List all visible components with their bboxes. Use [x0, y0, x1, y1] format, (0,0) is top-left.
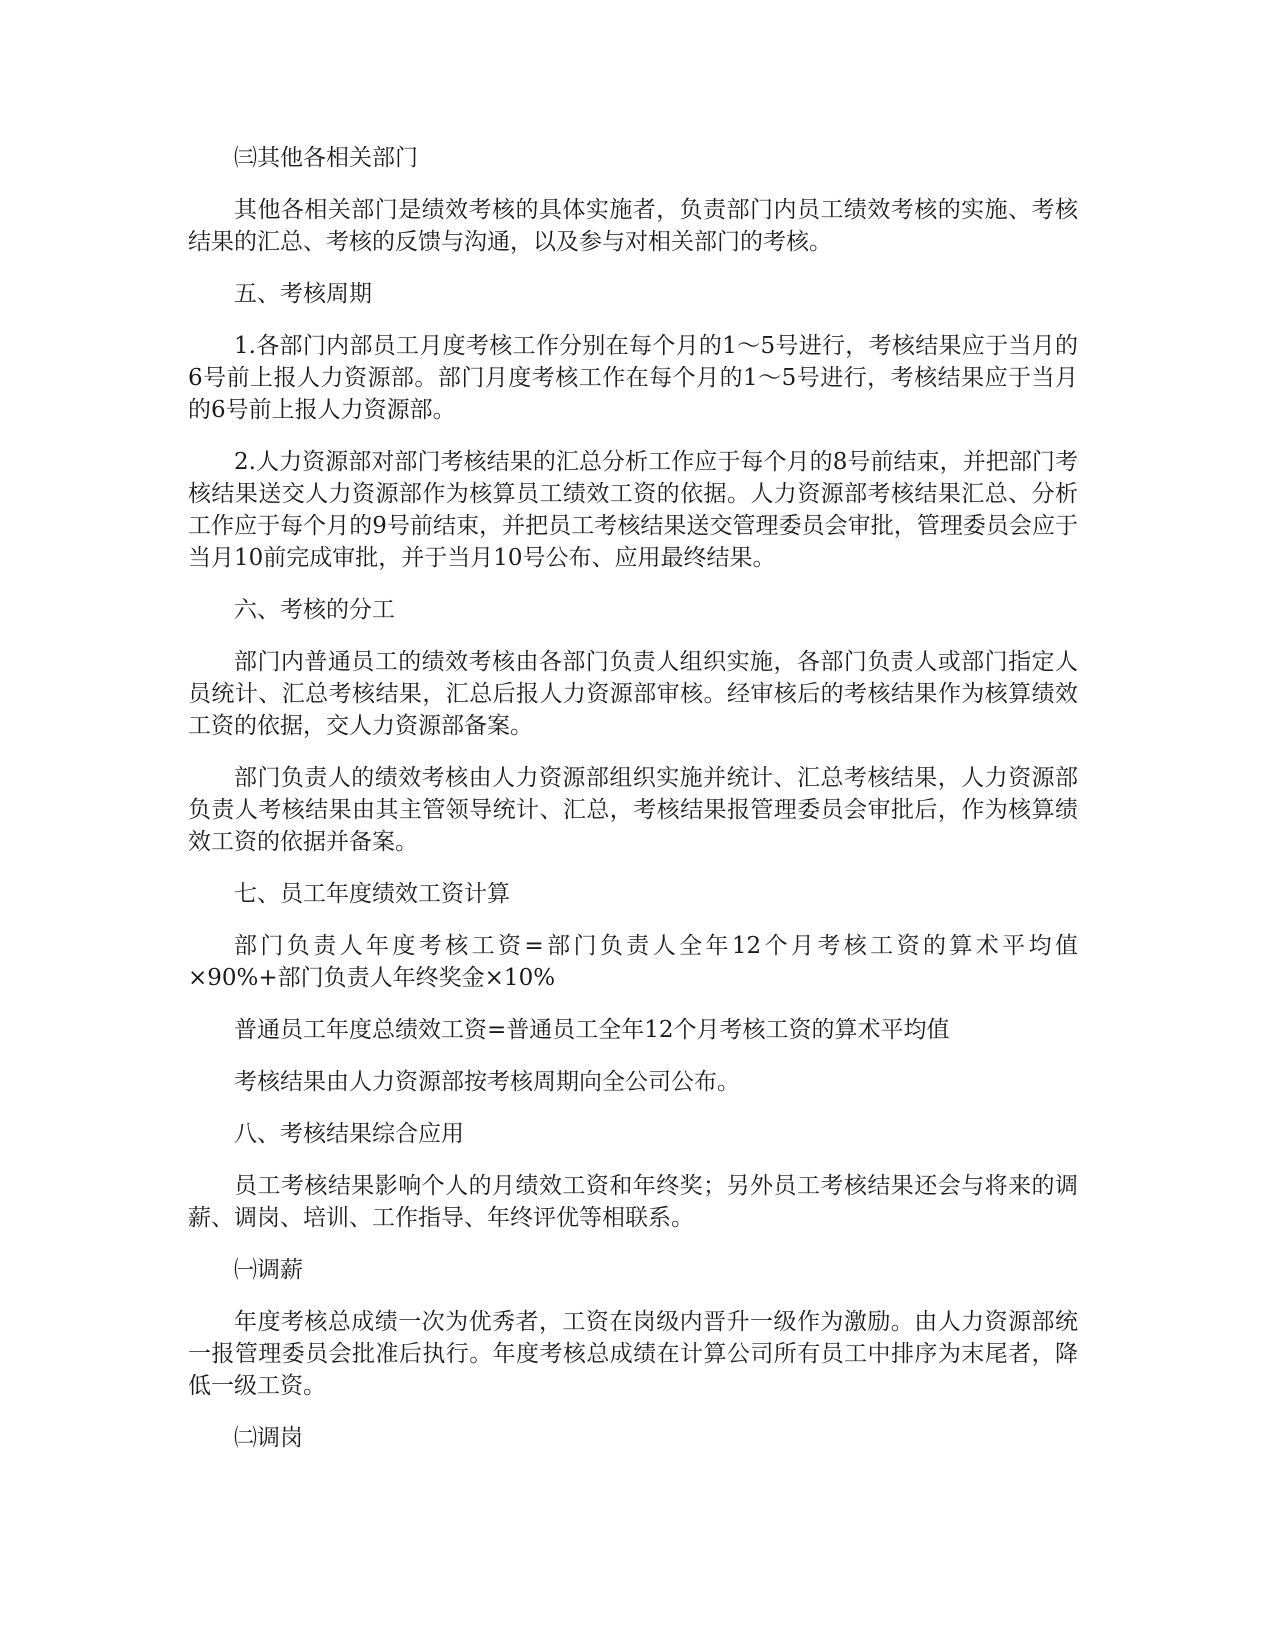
section-heading-results-application: 八、考核结果综合应用 [234, 1121, 464, 1147]
section-heading-annual-pay-calculation: 七、员工年度绩效工资计算 [234, 881, 510, 907]
paragraph-other-departments: 其他各相关部门是绩效考核的具体实施者，负责部门内员工绩效考核的实施、考核结果的汇总、考核的反馈与沟通，以及参与对相关部门的考核。 [188, 197, 1078, 255]
document-body [188, 142, 1078, 1474]
section-heading-other-departments: ㈢其他各相关部门 [234, 145, 418, 171]
section-heading-division-of-work: 六、考核的分工 [234, 597, 395, 623]
paragraph-division-heads: 部门负责人的绩效考核由人力资源部组织实施并统计、汇总考核结果，人力资源部负责人考核结果由其主管领导统计、汇总，考核结果报管理委员会审批后，作为核算绩效工资的依据并备案。 [188, 765, 1078, 855]
section-heading-assessment-cycle: 五、考核周期 [234, 281, 372, 307]
paragraph-cycle-item-1: 1.各部门内部员工月度考核工作分别在每个月的1～5号进行，考核结果应于当月的6号前上报人力资源部。部门月度考核工作在每个月的1～5号进行，考核结果应于当月的6号前上报人力资源部。 [188, 333, 1078, 423]
paragraph-cycle-item-2: 2.人力资源部对部门考核结果的汇总分析工作应于每个月的8号前结束，并把部门考核结果送交人力资源部作为核算员工绩效工资的依据。人力资源部考核结果汇总、分析工作应于每个月的9号前结束，并把员工考核结果送交管理委员会审批，管理委员会应于当月10前完成审批，并于当月10号公布、应用最终结果。 [188, 449, 1078, 571]
paragraph-division-staff: 部门内普通员工的绩效考核由各部门负责人组织实施，各部门负责人或部门指定人员统计、汇总考核结果，汇总后报人力资源部审核。经审核后的考核结果作为核算绩效工资的依据，交人力资源部备案。 [188, 649, 1078, 739]
paragraph-results-publication: 考核结果由人力资源部按考核周期向全公司公布。 [234, 1069, 740, 1095]
paragraph-results-application: 员工考核结果影响个人的月绩效工资和年终奖；另外员工考核结果还会与将来的调薪、调岗、培训、工作指导、年终评优等相联系。 [188, 1173, 1078, 1231]
paragraph-staff-annual-pay-formula: 普通员工年度总绩效工资=普通员工全年12个月考核工资的算术平均值 [234, 1017, 950, 1043]
subheading-salary-adjustment: ㈠调薪 [234, 1257, 303, 1283]
paragraph-head-annual-pay-formula: 部门负责人年度考核工资=部门负责人全年12个月考核工资的算术平均值×90%+部门负责人年终奖金×10% [188, 933, 1078, 991]
subheading-position-adjustment: ㈡调岗 [234, 1425, 303, 1451]
paragraph-salary-adjustment: 年度考核总成绩一次为优秀者，工资在岗级内晋升一级作为激励。由人力资源部统一报管理委员会批准后执行。年度考核总成绩在计算公司所有员工中排序为末尾者，降低一级工资。 [188, 1309, 1078, 1399]
